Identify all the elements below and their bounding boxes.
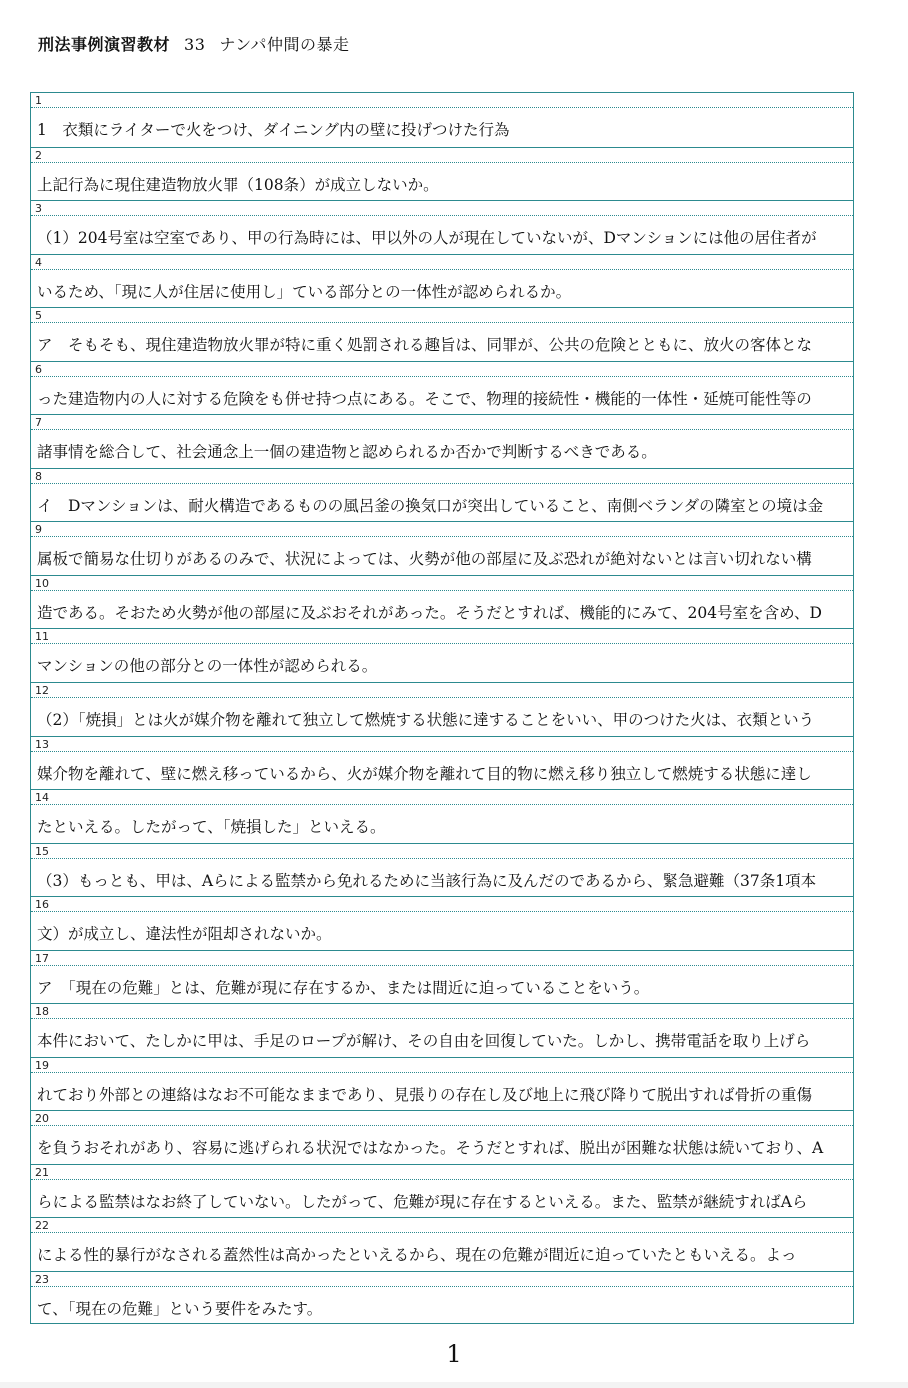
line-text: （1）204号室は空室であり、甲の行為時には、甲以外の人が現在していないが、Dマンションには他の居住者が [37,229,817,248]
manuscript-line [31,575,853,629]
manuscript-line [31,1217,853,1271]
line-number: 6 [35,362,42,376]
manuscript-line [31,254,853,308]
line-text: 属板で簡易な仕切りがあるのみで、状況によっては、火勢が他の部屋に及ぶ恐れが絶対ないとは言い切れない構 [37,550,812,569]
line-text: いるため、「現に人が住居に使用し」ている部分との一体性が認められるか。 [37,282,572,301]
dotted-rule [31,162,853,163]
dotted-rule [31,911,853,912]
line-text: 諸事情を総合して、社会通念上一個の建造物と認められるか否かで判断するべきである。 [37,443,657,462]
line-text: （3）もっとも、甲は、Aらによる監禁から免れるために当該行為に及んだのであるから、緊急避難（37条1項本 [37,871,817,890]
dotted-rule [31,1286,853,1287]
line-number: 7 [35,416,42,430]
line-text: 上記行為に現住建造物放火罪（108条）が成立しないか。 [37,175,439,194]
dotted-rule [31,858,853,859]
line-text: らによる監禁はなお終了していない。したがって、危難が現に存在するといえる。また、監禁が継続すればAら [37,1192,808,1211]
dotted-rule [31,269,853,270]
manuscript-line [31,682,853,736]
line-number: 3 [35,202,42,216]
line-number: 18 [35,1005,49,1019]
page-number: 1 [446,1340,462,1368]
line-text: 1 衣類にライターで火をつけ、ダイニング内の壁に投げつけた行為 [37,121,510,139]
line-text: マンションの他の部分との一体性が認められる。 [37,657,378,676]
line-number: 14 [35,791,49,805]
line-number: 22 [35,1219,49,1233]
dotted-rule [31,643,853,644]
line-text: ア 「現在の危難」とは、危難が現に存在するか、または間近に迫っていることをいう。 [37,978,650,997]
dotted-rule [31,376,853,377]
line-number: 1 [35,94,42,107]
dotted-rule [31,1179,853,1180]
dotted-rule [31,536,853,537]
dotted-rule [31,1125,853,1126]
line-text: イ Dマンションは、耐火構造であるものの風呂釜の換気口が突出していること、南側ベランダの隣室との境は金 [37,496,824,515]
line-number: 10 [35,576,49,590]
manuscript-line [31,93,853,147]
line-text: て、「現在の危難」という要件をみたす。 [37,1300,323,1319]
manuscript-line [31,789,853,843]
line-text: たといえる。したがって、「焼損した」といえる。 [37,818,386,837]
line-text: （2）「焼損」とは火が媒介物を離れて独立して燃焼する状態に達することをいい、甲のつけた火は、衣類という [37,711,815,730]
line-number: 4 [35,255,42,269]
dotted-rule [31,107,853,108]
line-number: 13 [35,737,49,751]
line-text: 本件において、たしかに甲は、手足のロープが解け、その自由を回復していた。しかし、携帯電話を取り上げら [37,1032,811,1051]
dotted-rule [31,1018,853,1019]
manuscript-line [31,414,853,468]
viewer-bottom-edge [0,1382,908,1388]
line-number: 16 [35,898,49,912]
dotted-rule [31,215,853,216]
dotted-rule [31,590,853,591]
case-subtitle: ナンパ仲間の暴走 [219,35,350,54]
line-text: を負うおそれがあり、容易に逃げられる状況ではなかった。そうだとすれば、脱出が困難な状態は続いており、A [37,1139,824,1158]
manuscript-line [31,307,853,361]
case-number: 33 [184,35,206,54]
manuscript-line [31,1271,853,1325]
line-number: 17 [35,951,49,965]
line-number: 21 [35,1165,49,1179]
manuscript-line [31,950,853,1004]
manuscript-line [31,468,853,522]
manuscript-line [31,1110,853,1164]
line-text: った建造物内の人に対する危険をも併せ持つ点にある。そこで、物理的接続性・機能的一体性・延焼可能性等の [37,389,812,408]
line-number: 2 [35,148,42,162]
dotted-rule [31,483,853,484]
dotted-rule [31,697,853,698]
manuscript-line [31,1164,853,1218]
manuscript-line [31,1003,853,1057]
manuscript-line [31,521,853,575]
manuscript-line [31,896,853,950]
manuscript-line [31,628,853,682]
dotted-rule [31,804,853,805]
manuscript-line [31,1057,853,1111]
dotted-rule [31,322,853,323]
line-text: 文）が成立し、違法性が阻却されないか。 [37,925,332,944]
dotted-rule [31,751,853,752]
manuscript-line [31,361,853,415]
page-header [38,32,349,55]
line-number: 8 [35,469,42,483]
line-text: 造である。そおため火勢が他の部屋に及ぶおそれがあった。そうだとすれば、機能的にみて、204号室を含め、D [37,603,822,622]
manuscript-line [31,200,853,254]
line-text: ア そもそも、現住建造物放火罪が特に重く処罰される趣旨は、同罪が、公共の危険とともに、放火の客体とな [37,336,813,355]
line-number: 5 [35,309,42,323]
dotted-rule [31,429,853,430]
manuscript-line [31,843,853,897]
document-title: 刑法事例演習教材 [38,35,171,54]
manuscript-sheet [30,92,854,1324]
line-number: 20 [35,1112,49,1126]
line-number: 12 [35,684,49,698]
manuscript-line [31,736,853,790]
line-number: 9 [35,523,42,537]
dotted-rule [31,965,853,966]
line-number: 19 [35,1058,49,1072]
line-number: 15 [35,844,49,858]
line-text: による性的暴行がなされる蓋然性は高かったといえるから、現在の危難が間近に迫っていたともいえる。よっ [37,1246,797,1265]
dotted-rule [31,1232,853,1233]
line-number: 11 [35,630,49,644]
dotted-rule [31,1072,853,1073]
manuscript-line [31,147,853,201]
line-text: 媒介物を離れて、壁に燃え移っているから、火が媒介物を離れて目的物に燃え移り独立して燃焼する状態に達し [37,764,812,783]
line-number: 23 [35,1273,49,1287]
line-text: れており外部との連絡はなお不可能なままであり、見張りの存在し及び地上に飛び降りて脱出すれば骨折の重傷 [37,1085,813,1104]
